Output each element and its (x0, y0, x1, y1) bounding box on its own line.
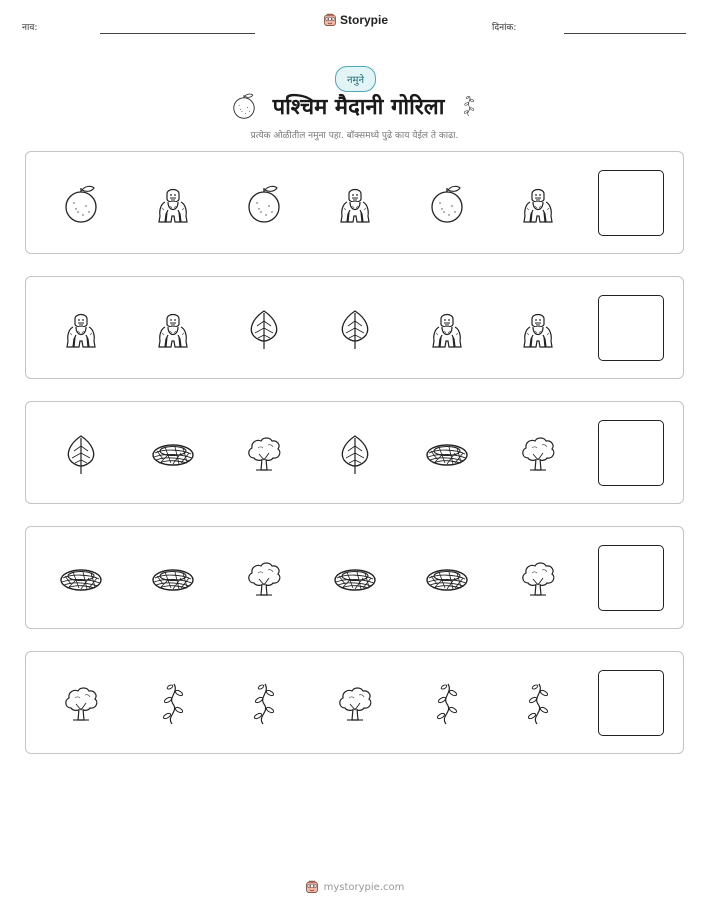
pattern-item (516, 307, 560, 351)
page-title: पश्चिम मैदानी गोरिला (272, 95, 445, 120)
pattern-item (59, 682, 103, 726)
page-title-block (220, 88, 489, 124)
gorilla-icon (425, 307, 469, 351)
pattern-row (25, 651, 684, 754)
storypie-mascot-icon (323, 13, 337, 27)
gorilla-icon (151, 182, 195, 226)
pattern-row (25, 276, 684, 379)
pattern-row (25, 526, 684, 629)
vine-icon (458, 89, 480, 123)
vine-icon (516, 682, 560, 726)
tree-icon (242, 432, 286, 476)
pattern-item (333, 432, 377, 476)
tree-icon (242, 557, 286, 601)
vine-icon (151, 682, 195, 726)
footer-site[interactable]: mystorypie.com (323, 881, 405, 893)
pattern-item (333, 682, 377, 726)
footer (0, 880, 709, 894)
orange-icon (425, 182, 469, 226)
name-label: नाव: (22, 23, 38, 33)
nest-icon (333, 557, 377, 601)
brand-logo (323, 13, 388, 27)
answer-box[interactable] (598, 545, 664, 611)
pattern-item (242, 682, 286, 726)
name-input-line[interactable] (100, 33, 255, 34)
leaf-icon (59, 432, 103, 476)
pattern-item (151, 307, 195, 351)
nest-icon (59, 557, 103, 601)
pattern-item (242, 307, 286, 351)
tree-icon (516, 557, 560, 601)
gorilla-icon (59, 307, 103, 351)
pattern-item (516, 682, 560, 726)
leaf-icon (333, 432, 377, 476)
pattern-row (25, 401, 684, 504)
answer-box[interactable] (598, 670, 664, 736)
gorilla-icon (516, 307, 560, 351)
orange-icon (242, 182, 286, 226)
pattern-item (425, 682, 469, 726)
leaf-icon (333, 307, 377, 351)
nest-icon (425, 432, 469, 476)
pattern-item (59, 307, 103, 351)
pattern-row (25, 151, 684, 254)
instructions: प्रत्येक ओळीतील नमुना पहा. बॉक्समध्ये पुढे काय येईल ते काढा. (250, 131, 459, 141)
vine-icon (425, 682, 469, 726)
storypie-mascot-icon (305, 880, 319, 894)
answer-box[interactable] (598, 170, 664, 236)
leaf-icon (242, 307, 286, 351)
gorilla-icon (151, 307, 195, 351)
category-badge: नमुने (335, 66, 376, 92)
gorilla-icon (333, 182, 377, 226)
pattern-item (333, 557, 377, 601)
pattern-item (59, 182, 103, 226)
pattern-item (516, 557, 560, 601)
tree-icon (333, 682, 377, 726)
nest-icon (151, 557, 195, 601)
orange-icon (59, 182, 103, 226)
date-label: दिनांक: (492, 23, 517, 33)
pattern-item (516, 432, 560, 476)
pattern-item (516, 182, 560, 226)
gorilla-icon (516, 182, 560, 226)
pattern-item (59, 557, 103, 601)
pattern-item (425, 307, 469, 351)
pattern-item (151, 432, 195, 476)
pattern-item (333, 182, 377, 226)
vine-icon (242, 682, 286, 726)
pattern-item (425, 432, 469, 476)
pattern-item (425, 182, 469, 226)
answer-box[interactable] (598, 420, 664, 486)
tree-icon (516, 432, 560, 476)
orange-icon (229, 91, 259, 121)
date-input-line[interactable] (564, 33, 686, 34)
pattern-item (242, 182, 286, 226)
answer-box[interactable] (598, 295, 664, 361)
pattern-item (333, 307, 377, 351)
brand-name: Storypie (340, 13, 389, 27)
nest-icon (151, 432, 195, 476)
nest-icon (425, 557, 469, 601)
pattern-item (242, 557, 286, 601)
pattern-item (151, 682, 195, 726)
pattern-item (59, 432, 103, 476)
pattern-item (151, 182, 195, 226)
pattern-item (151, 557, 195, 601)
pattern-item (242, 432, 286, 476)
pattern-item (425, 557, 469, 601)
tree-icon (59, 682, 103, 726)
